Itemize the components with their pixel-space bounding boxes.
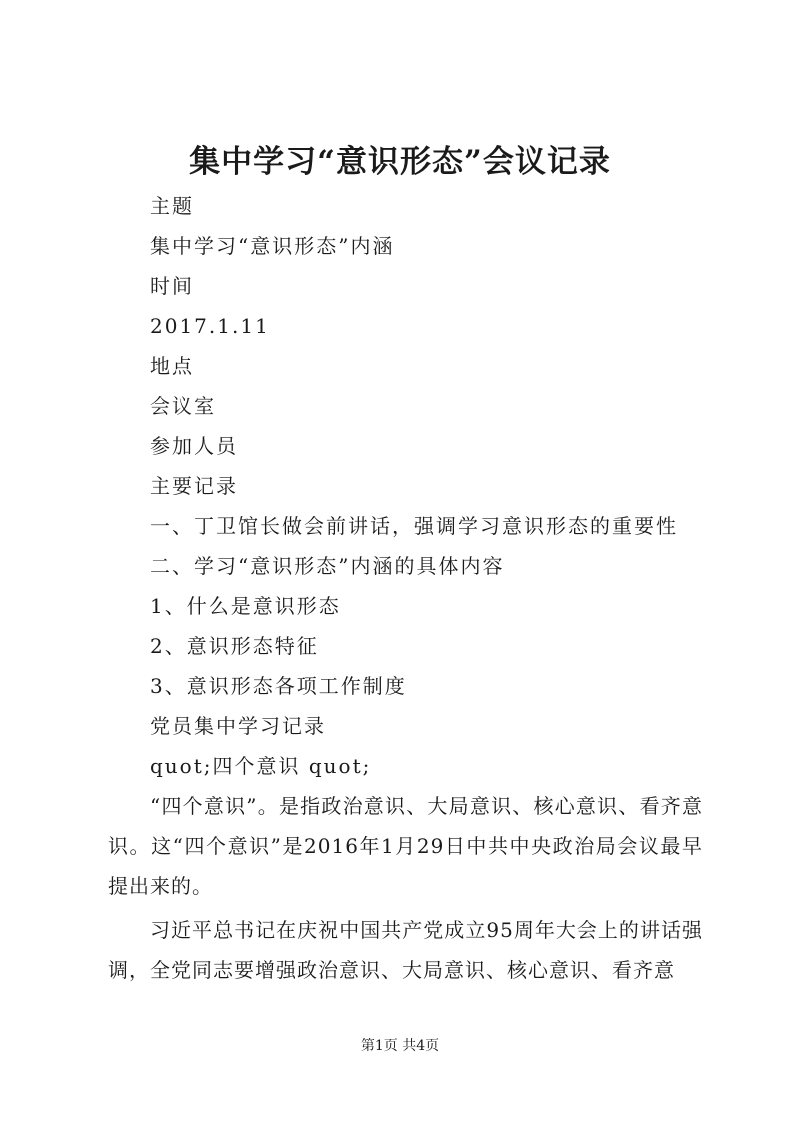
- line-location-value: 会议室: [150, 394, 216, 418]
- line-time-value: 2017.1.11: [150, 314, 270, 338]
- line-item-two: 二、学习“意识形态”内涵的具体内容: [150, 554, 505, 578]
- paragraph-speech: 习近平总书记在庆祝中国共产党成立95周年大会上的讲话强调，全党同志要增强政治意识、大局意识、核心意识、看齐意: [108, 918, 703, 982]
- line-subitem-1: 1、什么是意识形态: [150, 594, 341, 618]
- document-title: 集中学习“意识形态”会议记录: [189, 144, 611, 180]
- page-footer: 第1页 共4页: [360, 1038, 440, 1054]
- line-location-label: 地点: [150, 354, 194, 378]
- line-four-consciousness: quot;四个意识 quot;: [150, 754, 372, 778]
- line-section-heading: 党员集中学习记录: [150, 714, 326, 738]
- line-topic-label: 主题: [150, 194, 194, 218]
- line-attendees-label: 参加人员: [150, 434, 238, 458]
- line-topic-value: 集中学习“意识形态”内涵: [150, 234, 395, 258]
- paragraph-definition: “四个意识”。是指政治意识、大局意识、核心意识、看齐意识。这“四个意识”是2016年1月29日中共中央政治局会议最早提出来的。: [108, 794, 703, 898]
- line-subitem-3: 3、意识形态各项工作制度: [150, 674, 407, 698]
- line-item-one: 一、丁卫馆长做会前讲话，强调学习意识形态的重要性: [150, 514, 678, 538]
- line-subitem-2: 2、意识形态特征: [150, 634, 319, 658]
- line-time-label: 时间: [150, 274, 194, 298]
- line-record-label: 主要记录: [150, 474, 238, 498]
